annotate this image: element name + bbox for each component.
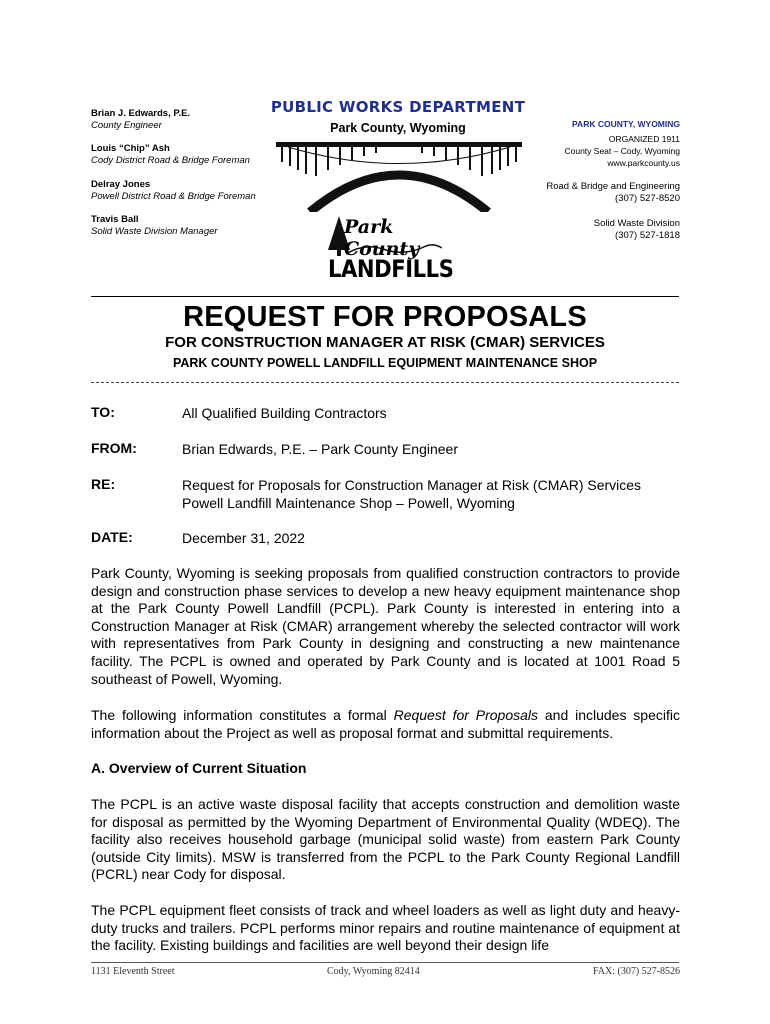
from-label: FROM: (91, 440, 137, 456)
subtitle-primary: FOR CONSTRUCTION MANAGER AT RISK (CMAR) SERVICES (165, 334, 605, 351)
paragraph-intro: Park County, Wyoming is seeking proposals from qualified construction contractors to provide design and construction phase services to develop a new heavy equipment maintenance shop at the Park County Powell Landfill (PCPL). Park County is interested in entering into a Construction Manager at Risk (CMAR) arrangement whereby the selected contractor will work with representatives from Park County in designing and constructing a new maintenance facility. The PCPL is owned and operated by Park County and is located at 1001 Road 5 southeast of Powell, Wyoming. (91, 565, 680, 687)
p2-text-end: and includes specific information about the Project as well as proposal format and submittal requirements. (91, 707, 680, 741)
footer-fax: FAX: (307) 527-8526 (592, 966, 680, 977)
staff-name: Delray Jones (91, 179, 151, 190)
solid-waste-contact (594, 218, 680, 242)
section-heading: A. Overview of Current Situation (91, 760, 307, 776)
to-value: All Qualified Building Contractors (182, 405, 387, 421)
paragraph-equipment: The PCPL equipment fleet consists of track and wheel loaders as well as light duty and heavy-duty trucks and trailers. PCPL performs minor repairs and routine maintenance of equipment at the facility. Existing buildings and facilities are well beyond their design life (91, 902, 680, 954)
paragraph-rfp-info (91, 707, 680, 742)
county-info (564, 118, 680, 169)
re-label: RE: (91, 476, 116, 492)
staff-name: Louis “Chip” Ash (91, 143, 170, 154)
staff-title: Cody District Road & Bridge Foreman (91, 155, 250, 166)
paragraph-overview: The PCPL is an active waste disposal facility that accepts construction and demolition waste for disposal as permitted by the Wyoming Department of Environmental Quality (WDEQ). The facility also receives household garbage (municipal solid waste) from eastern Park County (outside City limits). MSW is transferred from the PCPL to the Park County Regional Landfill (PCRL) near Cody for disposal. (91, 796, 680, 883)
title-divider (91, 382, 679, 383)
p2-italic: Request for Proposals (393, 707, 539, 723)
footer-divider (91, 962, 679, 963)
p2-text: The following information constitutes a formal (91, 707, 394, 723)
staff-title: Powell District Road & Bridge Foreman (91, 191, 256, 202)
county-caps: PARK COUNTY, WYOMING (572, 119, 680, 129)
re-line-2: Powell Landfill Maintenance Shop – Powell, Wyoming (182, 495, 515, 511)
staff-name: Brian J. Edwards, P.E. (91, 108, 191, 119)
footer-address: 1131 Eleventh Street (91, 966, 175, 977)
staff-entry (91, 108, 190, 132)
landfills-logo (326, 214, 454, 284)
logo-landfills-text: LANDFILLS (328, 255, 454, 283)
header-divider (91, 296, 679, 297)
organized-year: ORGANIZED 1911 (608, 134, 680, 144)
division-name: Solid Waste Division (593, 218, 680, 229)
staff-entry (91, 179, 256, 203)
division-phone: (307) 527-8520 (615, 193, 680, 204)
county-seat: County Seat – Cody, Wyoming (564, 146, 680, 156)
to-label: TO: (91, 404, 115, 420)
bridge-icon (276, 140, 522, 212)
road-bridge-contact (546, 181, 680, 205)
page-title: REQUEST FOR PROPOSALS (183, 301, 587, 333)
subtitle-secondary: PARK COUNTY POWELL LANDFILL EQUIPMENT MAINTENANCE SHOP (172, 356, 598, 370)
staff-entry (91, 143, 250, 167)
county-name: Park County, Wyoming (330, 121, 466, 135)
division-name: Road & Bridge and Engineering (546, 181, 680, 192)
date-label: DATE: (91, 529, 133, 545)
staff-name: Travis Ball (91, 214, 139, 225)
staff-title: County Engineer (91, 120, 162, 131)
staff-title: Solid Waste Division Manager (91, 226, 218, 237)
county-website[interactable]: www.parkcounty.us (607, 158, 680, 168)
from-value: Brian Edwards, P.E. – Park County Engineer (182, 441, 459, 457)
footer-city: Cody, Wyoming 82414 (327, 966, 420, 977)
department-title: PUBLIC WORKS DEPARTMENT (270, 98, 526, 116)
division-phone: (307) 527-1818 (615, 230, 680, 241)
re-line-1: Request for Proposals for Construction Manager at Risk (CMAR) Services (182, 477, 642, 493)
staff-entry (91, 214, 218, 238)
logo-script-text: Park County (344, 216, 420, 260)
date-value: December 31, 2022 (182, 530, 305, 546)
